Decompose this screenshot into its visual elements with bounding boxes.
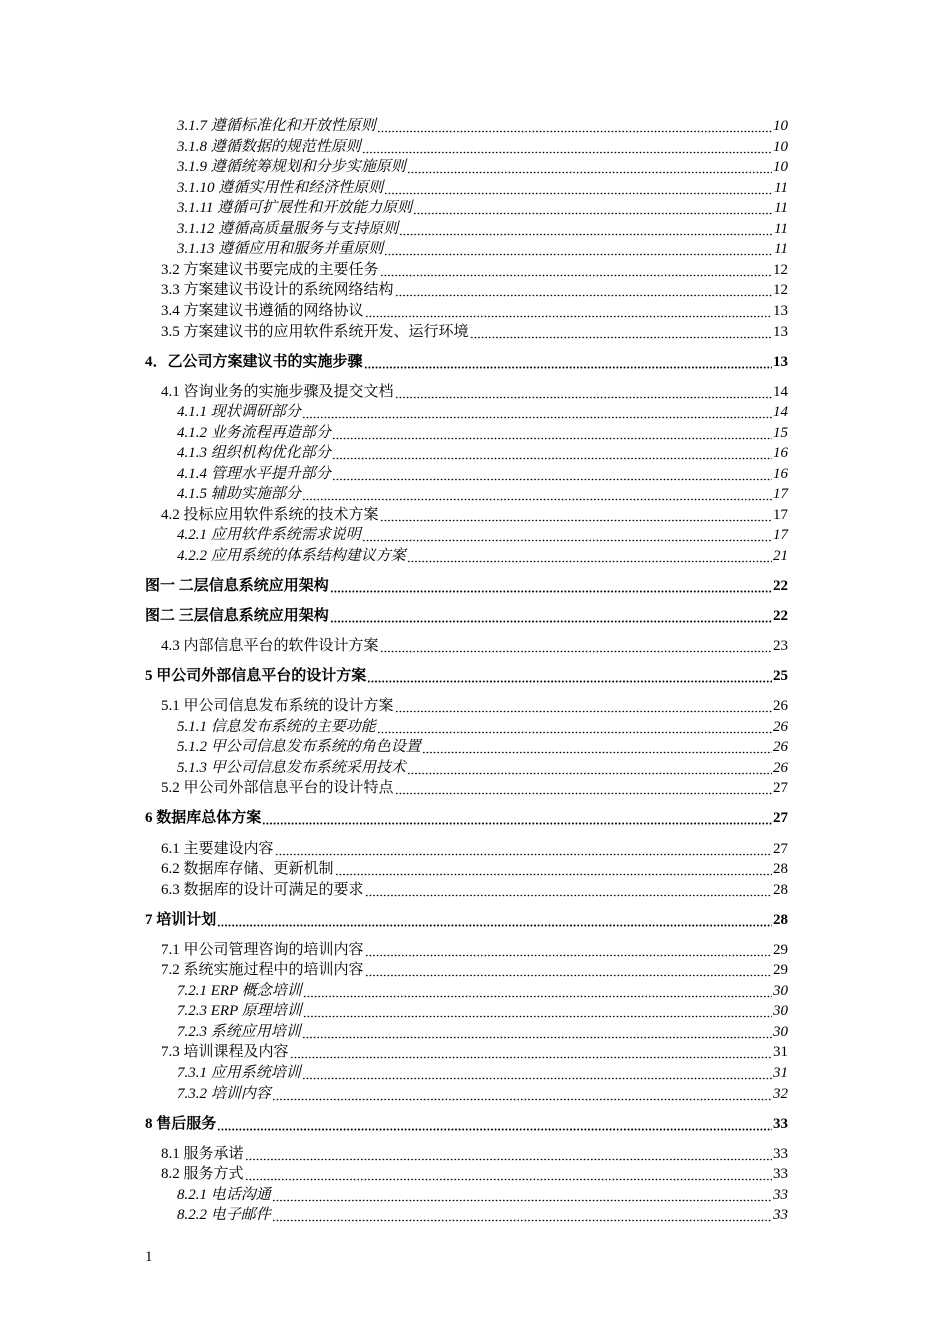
toc-dot-leader [422,740,772,754]
toc-entry-title: 8.2.2 电子邮件 [177,1207,271,1223]
toc-dot-leader [377,119,772,133]
toc-entry[interactable] [161,280,788,300]
toc-entry-page: 30 [773,1003,788,1019]
toc-entry-title: 6.3 数据库的设计可满足的要求 [161,882,364,898]
toc-dot-leader [365,963,772,977]
toc-entry-page: 11 [774,200,788,216]
toc-entry-title: 3.2 方案建议书要完成的主要任务 [161,262,379,278]
toc-dot-leader [245,1147,772,1161]
toc-entry-title: 4.1.2 业务流程再造部分 [177,425,331,441]
toc-entry-page: 27 [773,810,788,826]
toc-entry-title: 7.2.3 系统应用培训 [177,1024,301,1040]
toc-entry-title: 3.3 方案建议书设计的系统网络结构 [161,282,394,298]
toc-entry[interactable] [177,423,788,443]
toc-entry[interactable] [177,464,788,484]
toc-dot-leader [365,304,772,318]
toc-entry-title: 4.3 内部信息平台的软件设计方案 [161,638,379,654]
toc-entry-title: 5.1.3 甲公司信息发布系统采用技术 [177,760,406,776]
toc-entry-page: 10 [773,159,788,175]
toc-dot-leader [272,1208,772,1222]
toc-entry-page: 26 [773,719,788,735]
toc-entry[interactable] [161,301,788,321]
toc-dot-leader [272,1188,772,1202]
toc-dot-leader [217,1117,772,1131]
toc-entry-title: 5.1.1 信息发布系统的主要功能 [177,719,376,735]
toc-entry-page: 27 [773,841,788,857]
toc-entry-page: 31 [773,1065,788,1081]
toc-entry-title: 5.2 甲公司外部信息平台的设计特点 [161,780,394,796]
toc-dot-leader [262,811,772,825]
toc-entry-title: 8.1 服务承诺 [161,1146,244,1162]
toc-entry[interactable] [177,443,788,463]
toc-entry-page: 28 [773,912,788,928]
toc-dot-leader [407,549,772,563]
toc-entry[interactable] [177,198,788,218]
toc-entry[interactable] [145,1114,788,1134]
toc-entry-title: 7.3.2 培训内容 [177,1086,271,1102]
toc-entry-page: 10 [773,118,788,134]
toc-entry[interactable] [177,239,788,259]
toc-dot-leader [332,426,772,440]
toc-entry[interactable] [145,576,788,596]
toc-entry[interactable] [177,402,788,422]
toc-entry[interactable] [161,839,788,859]
toc-entry-page: 10 [773,139,788,155]
toc-entry-page: 22 [773,578,788,594]
toc-entry-title: 4.1.1 现状调研部分 [177,404,301,420]
toc-entry-title: 6.2 数据库存储、更新机制 [161,861,334,877]
toc-entry-title: 图一 二层信息系统应用架构 [145,578,329,594]
toc-entry-page: 13 [773,324,788,340]
toc-entry-title: 8 售后服务 [145,1116,217,1132]
toc-entry[interactable] [145,606,788,626]
toc-entry[interactable] [177,1022,788,1042]
toc-entry-title: 8.2.1 电话沟通 [177,1187,271,1203]
toc-dot-leader [364,355,772,369]
toc-entry-title: 6.1 主要建设内容 [161,841,274,857]
toc-entry-title: 7.2.1 ERP 概念培训 [177,983,302,999]
toc-entry[interactable] [161,696,788,716]
toc-entry-title: 3.1.9 遵循统筹规划和分步实施原则 [177,159,406,175]
toc-dot-leader [367,669,772,683]
toc-entry[interactable] [161,1164,788,1184]
toc-dot-leader [365,883,772,897]
toc-entry-page: 12 [773,262,788,278]
toc-dot-leader [384,242,773,256]
toc-dot-leader [332,446,772,460]
toc-entry[interactable] [177,1063,788,1083]
toc-entry-page: 11 [774,241,788,257]
toc-entry-page: 33 [773,1166,788,1182]
toc-entry-page: 17 [773,486,788,502]
toc-entry-title: 7.3 培训课程及内容 [161,1044,289,1060]
toc-entry[interactable] [161,260,788,280]
toc-entry[interactable] [161,636,788,656]
toc-entry-page: 17 [773,527,788,543]
toc-entry-page: 33 [773,1116,788,1132]
toc-entry-page: 27 [773,780,788,796]
toc-dot-leader [302,405,772,419]
toc-entry-title: 4.2.1 应用软件系统需求说明 [177,527,361,543]
toc-entry-title: 3.1.13 遵循应用和服务并重原则 [177,241,384,257]
toc-entry[interactable] [145,352,788,372]
toc-entry-page: 25 [773,668,788,684]
toc-dot-leader [217,913,772,927]
toc-entry[interactable] [145,910,788,930]
toc-entry[interactable] [145,808,788,828]
toc-entry[interactable] [177,1001,788,1021]
toc-entry-page: 15 [773,425,788,441]
toc-dot-leader [399,222,773,236]
toc-entry-title: 4.1.3 组织机构优化部分 [177,445,331,461]
toc-dot-leader [384,181,773,195]
toc-entry-page: 30 [773,1024,788,1040]
toc-entry-page: 29 [773,962,788,978]
toc-entry-page: 26 [773,739,788,755]
toc-entry-title: 4.1.4 管理水平提升部分 [177,466,331,482]
toc-entry[interactable] [145,666,788,686]
toc-entry-page: 16 [773,466,788,482]
toc-dot-leader [303,1004,772,1018]
toc-dot-leader [290,1045,772,1059]
toc-entry-title: 7.3.1 应用系统培训 [177,1065,301,1081]
toc-entry-page: 29 [773,942,788,958]
toc-entry[interactable] [177,546,788,566]
toc-entry-title: 3.1.7 遵循标准化和开放性原则 [177,118,376,134]
toc-entry[interactable] [177,717,788,737]
toc-entry-title: 4.1 咨询业务的实施步骤及提交文档 [161,384,394,400]
toc-entry[interactable] [161,382,788,402]
toc-entry-page: 33 [773,1146,788,1162]
toc-entry-title: 6 数据库总体方案 [145,810,262,826]
toc-entry-title: 3.5 方案建议书的应用软件系统开发、运行环境 [161,324,469,340]
toc-dot-leader [330,579,772,593]
toc-dot-leader [470,325,772,339]
toc-entry-title: 3.1.8 遵循数据的规范性原则 [177,139,361,155]
toc-entry-page: 30 [773,983,788,999]
toc-entry-page: 12 [773,282,788,298]
toc-entry-page: 17 [773,507,788,523]
toc-dot-leader [407,761,772,775]
toc-dot-leader [275,842,772,856]
toc-entry[interactable] [161,880,788,900]
toc-entry-title: 5.1.2 甲公司信息发布系统的角色设置 [177,739,421,755]
toc-dot-leader [365,943,772,957]
toc-dot-leader [407,160,772,174]
toc-entry[interactable] [177,737,788,757]
toc-entry[interactable] [177,157,788,177]
toc-entry-page: 13 [773,303,788,319]
toc-entry-page: 14 [773,404,788,420]
toc-entry[interactable] [161,778,788,798]
toc-entry[interactable] [161,1042,788,1062]
toc-entry-title: 4.1.5 辅助实施部分 [177,486,301,502]
toc-entry-title: 7.2.3 ERP 原理培训 [177,1003,302,1019]
toc-dot-leader [245,1167,772,1181]
toc-entry-title: 7 培训计划 [145,912,217,928]
toc-entry[interactable] [177,137,788,157]
toc-dot-leader [413,201,773,215]
toc-dot-leader [377,720,772,734]
toc-dot-leader [302,1066,772,1080]
toc-entry-title: 7.2 系统实施过程中的培训内容 [161,962,364,978]
toc-dot-leader [380,263,772,277]
toc-entry[interactable] [177,178,788,198]
toc-dot-leader [362,528,772,542]
toc-entry[interactable] [161,322,788,342]
toc-entry-page: 13 [773,354,788,370]
toc-entry-page: 22 [773,608,788,624]
toc-dot-leader [362,140,772,154]
toc-entry-title: 7.1 甲公司管理咨询的培训内容 [161,942,364,958]
toc-entry-title: 图二 三层信息系统应用架构 [145,608,329,624]
toc-entry[interactable] [177,525,788,545]
toc-entry[interactable] [161,505,788,525]
toc-entry-page: 16 [773,445,788,461]
toc-entry[interactable] [177,484,788,504]
toc-entry-title: 3.4 方案建议书遵循的网络协议 [161,303,364,319]
toc-dot-leader [380,508,772,522]
toc-entry-page: 21 [773,548,788,564]
toc-entry-page: 31 [773,1044,788,1060]
toc-dot-leader [395,699,772,713]
toc-entry-page: 26 [773,698,788,714]
toc-entry-title: 8.2 服务方式 [161,1166,244,1182]
toc-entry-page: 28 [773,861,788,877]
toc-entry[interactable] [177,219,788,239]
toc-dot-leader [380,639,772,653]
toc-entry-title: 4.2.2 应用系统的体系结构建议方案 [177,548,406,564]
toc-entry[interactable] [177,1084,788,1104]
toc-entry-page: 11 [774,221,788,237]
toc-entry-page: 23 [773,638,788,654]
toc-dot-leader [395,385,772,399]
toc-entry-page: 33 [773,1207,788,1223]
toc-entry[interactable] [177,758,788,778]
toc-entry[interactable] [161,960,788,980]
toc-entry-title: 3.1.11 遵循可扩展性和开放能力原则 [177,200,413,216]
toc-dot-leader [272,1087,772,1101]
toc-entry-page: 11 [774,180,788,196]
toc-dot-leader [302,487,772,501]
toc-dot-leader [332,467,772,481]
toc-dot-leader [303,984,772,998]
toc-entry[interactable] [177,981,788,1001]
toc-entry[interactable] [177,116,788,136]
toc-entry[interactable] [161,859,788,879]
toc-entry-title: 3.1.12 遵循高质量服务与支持原则 [177,221,399,237]
toc-entry[interactable] [177,1185,788,1205]
toc-dot-leader [335,862,772,876]
toc-entry[interactable] [161,940,788,960]
toc-entry-page: 32 [773,1086,788,1102]
toc-entry-title: 5 甲公司外部信息平台的设计方案 [145,668,367,684]
toc-entry-page: 28 [773,882,788,898]
toc-dot-leader [302,1025,772,1039]
toc-entry-title: 3.1.10 遵循实用性和经济性原则 [177,180,384,196]
toc-entry-page: 14 [773,384,788,400]
toc-dot-leader [330,609,772,623]
toc-dot-leader [395,283,772,297]
toc-entry-title: 5.1 甲公司信息发布系统的设计方案 [161,698,394,714]
toc-entry-title: 4.2 投标应用软件系统的技术方案 [161,507,379,523]
toc-entry-page: 33 [773,1187,788,1203]
toc-entry[interactable] [177,1205,788,1225]
page-number: 1 [145,1249,153,1265]
toc-dot-leader [395,781,772,795]
toc-entry-page: 26 [773,760,788,776]
toc-entry-title: 4．乙公司方案建议书的实施步骤 [145,354,363,370]
toc-entry[interactable] [161,1144,788,1164]
